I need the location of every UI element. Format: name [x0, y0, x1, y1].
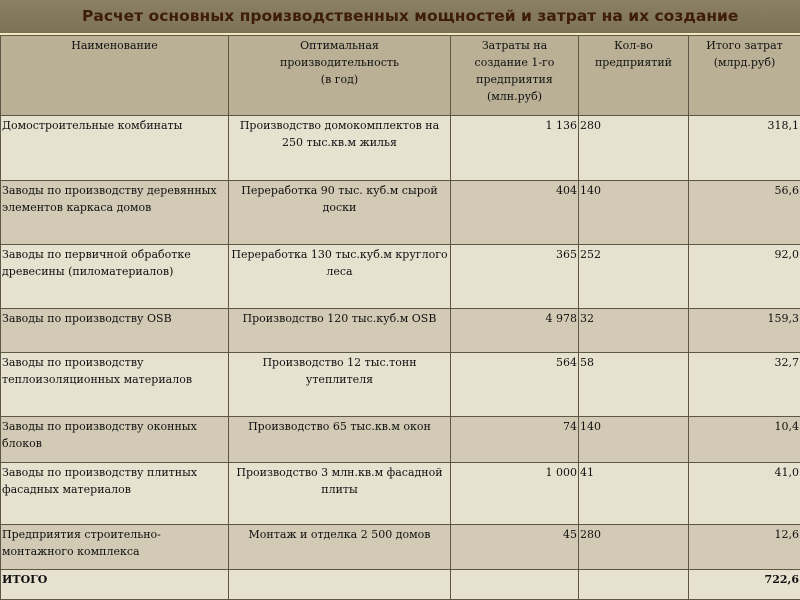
total-capacity [229, 570, 451, 600]
row-cost: 74 [451, 417, 579, 463]
row-count: 41 [579, 463, 689, 525]
row-cost: 4 978 [451, 309, 579, 353]
costs-table [0, 35, 800, 600]
row-cost: 365 [451, 245, 579, 309]
row-name: Заводы по производству деревянных элементов каркаса домов [1, 181, 229, 245]
row-capacity: Производство 120 тыс.куб.м OSB [229, 309, 451, 353]
row-count: 252 [579, 245, 689, 309]
table-row [1, 116, 800, 181]
row-name: Заводы по производству теплоизоляционных материалов [1, 353, 229, 417]
row-count: 280 [579, 525, 689, 570]
row-cost: 564 [451, 353, 579, 417]
header-cost: Затраты на создание 1-го предприятия (млн.руб) [451, 36, 579, 116]
row-capacity: Производство 12 тыс.тонн утеплителя [229, 353, 451, 417]
table-row [1, 463, 800, 525]
row-capacity: Производство 3 млн.кв.м фасадной плиты [229, 463, 451, 525]
row-name: Заводы по производству оконных блоков [1, 417, 229, 463]
row-name: Заводы по производству плитных фасадных материалов [1, 463, 229, 525]
row-name: Домостроительные комбинаты [1, 116, 229, 181]
header-total: Итого затрат (млрд.руб) [689, 36, 800, 116]
row-total: 12,6 [689, 525, 800, 570]
row-capacity: Переработка 90 тыс. куб.м сырой доски [229, 181, 451, 245]
row-cost: 1 136 [451, 116, 579, 181]
row-name: Предприятия строительно-монтажного комплекса [1, 525, 229, 570]
row-total: 318,1 [689, 116, 800, 181]
table-row [1, 245, 800, 309]
header-row [1, 36, 800, 116]
row-cost: 45 [451, 525, 579, 570]
row-count: 32 [579, 309, 689, 353]
row-total: 92,0 [689, 245, 800, 309]
page-title: Расчет основных производственных мощностей и затрат на их создание [82, 7, 739, 25]
row-cost: 1 000 [451, 463, 579, 525]
row-capacity: Переработка 130 тыс.куб.м круглого леса [229, 245, 451, 309]
table-row [1, 417, 800, 463]
row-total: 56,6 [689, 181, 800, 245]
row-name: Заводы по производству OSB [1, 309, 229, 353]
row-capacity: Производство домокомплектов на 250 тыс.кв.м жилья [229, 116, 451, 181]
total-value: 722,6 [689, 570, 800, 600]
total-row [1, 570, 800, 600]
row-name: Заводы по первичной обработке древесины (пиломатериалов) [1, 245, 229, 309]
row-count: 58 [579, 353, 689, 417]
total-cost [451, 570, 579, 600]
total-count [579, 570, 689, 600]
row-cost: 404 [451, 181, 579, 245]
row-total: 41,0 [689, 463, 800, 525]
row-total: 32,7 [689, 353, 800, 417]
total-label: ИТОГО [1, 570, 229, 600]
table-row [1, 181, 800, 245]
row-total: 159,3 [689, 309, 800, 353]
table-row [1, 525, 800, 570]
header-capacity: Оптимальная производительность (в год) [229, 36, 451, 116]
header-count: Кол-во предприятий [579, 36, 689, 116]
row-total: 10,4 [689, 417, 800, 463]
row-capacity: Монтаж и отделка 2 500 домов [229, 525, 451, 570]
title-bar [0, 0, 800, 35]
header-name: Наименование [1, 36, 229, 116]
row-count: 140 [579, 417, 689, 463]
table-row [1, 309, 800, 353]
row-count: 280 [579, 116, 689, 181]
table-row [1, 353, 800, 417]
row-count: 140 [579, 181, 689, 245]
row-capacity: Производство 65 тыс.кв.м окон [229, 417, 451, 463]
